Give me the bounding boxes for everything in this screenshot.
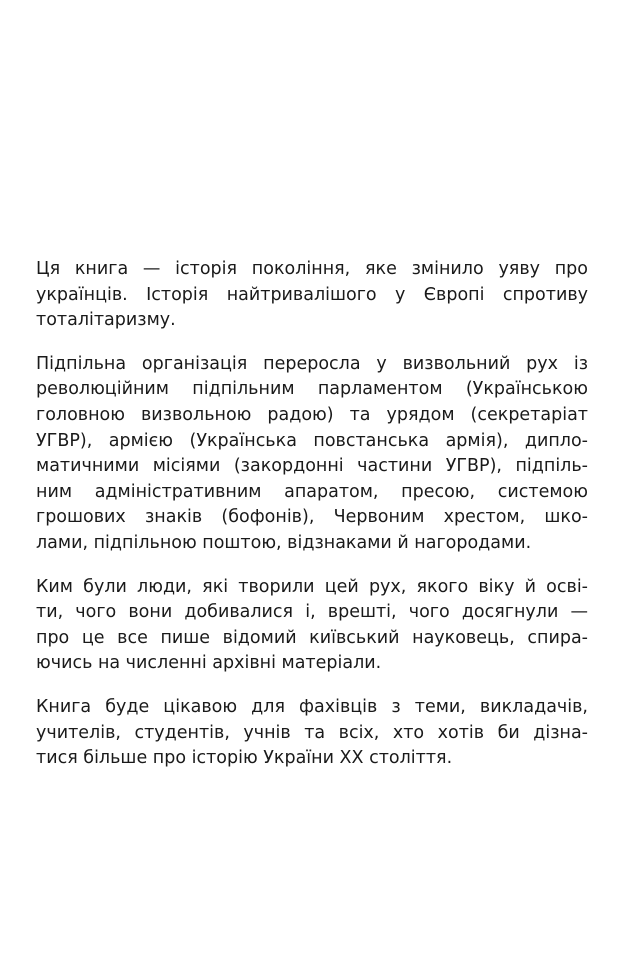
text-line: матичними місіями (закордонні частини УГВР), підпіль- [36, 456, 588, 477]
text-line: тоталітаризму. [36, 310, 176, 331]
text-line: УГВР), армією (Українська повстанська армія), дипло- [36, 430, 588, 451]
text-line: Підпільна організація переросла у визвольний рух із [36, 353, 588, 374]
text-line: Книга буде цікавою для фахівців з теми, викладачів, [36, 696, 588, 717]
text-line: ним адміністративним апаратом, пресою, системою [36, 481, 588, 502]
text-line: ючись на численні архівні матеріали. [36, 653, 382, 674]
text-line: лами, підпільною поштою, відзнаками й нагородами. [36, 532, 532, 553]
text-line: Ця книга — історія покоління, яке змінило уяву про [36, 259, 588, 279]
paragraph-audience [36, 695, 588, 772]
book-annotation [36, 257, 588, 790]
paragraph-intro [36, 257, 588, 334]
text-line: тися більше про історію України ХХ століття. [36, 748, 453, 769]
paragraph-organization [36, 352, 588, 557]
text-line: грошових знаків (бофонів), Червоним хрестом, шко- [36, 507, 588, 528]
text-line: учителів, студентів, учнів та всіх, хто хотів би дізна- [36, 722, 588, 743]
text-line: революційним підпільним парламентом (Українською [36, 379, 588, 400]
text-line: про це все пише відомий київський науковець, спира- [36, 627, 588, 648]
text-line: головною визвольною радою) та урядом (секретаріат [36, 404, 588, 425]
text-line: ти, чого вони добивалися і, врешті, чого досягнули — [36, 602, 588, 623]
text-line: Ким були люди, які творили цей рух, якого віку й осві- [36, 576, 588, 597]
paragraph-people [36, 575, 588, 677]
text-line: українців. Історія найтривалішого у Європі спротиву [36, 284, 588, 305]
